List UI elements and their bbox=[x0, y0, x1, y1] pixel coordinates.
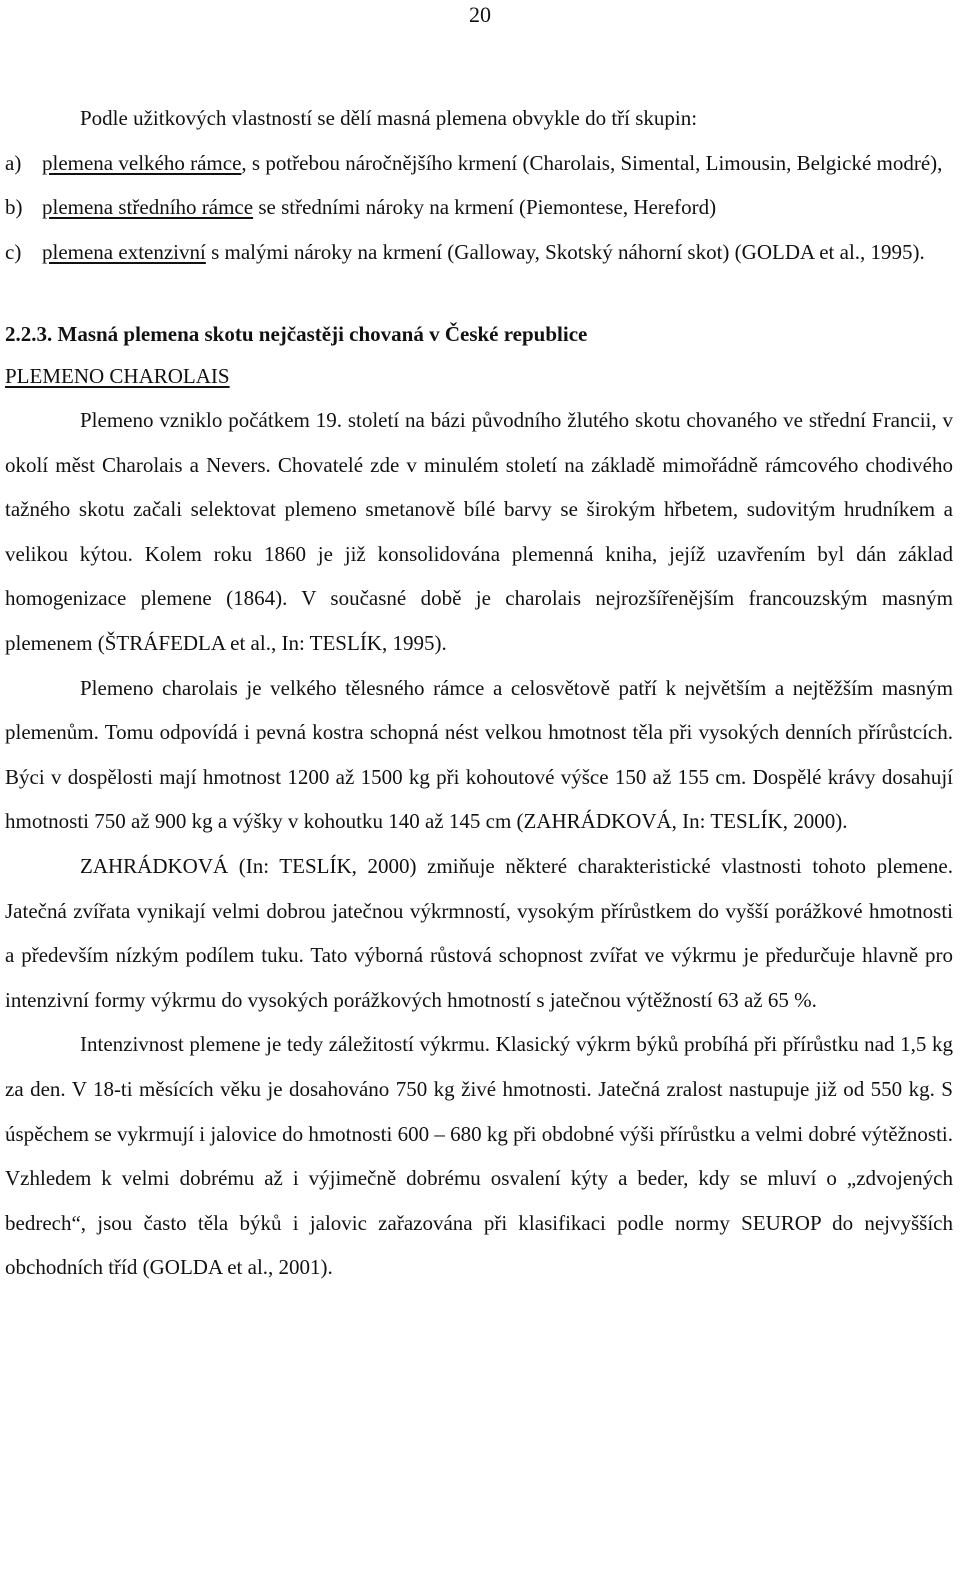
group-description: s malými nároky na krmení (Galloway, Skotský náhorní skot) (GOLDA et al., 1995). bbox=[205, 239, 925, 264]
breed-title-text: PLEMENO CHAROLAIS bbox=[5, 364, 230, 388]
group-name: plemena velkého rámce bbox=[42, 150, 242, 175]
list-marker: a) bbox=[5, 150, 22, 175]
document-body bbox=[5, 96, 953, 1290]
group-name: plemena extenzivní bbox=[42, 239, 206, 264]
paragraph: ZAHRÁDKOVÁ (In: TESLÍK, 2000) zmiňuje některé charakteristické vlastnosti tohoto plemene. Jatečná zvířata vynikají velmi dobrou jatečnou výkrmností, vysokým přírůstkem do vyšší porážkové hmotnosti a především nízkým podílem tuku. Tato výborná růstová schopnost zvířat ve výkrmu je předurčuje hlavně pro intenzivní formy výkrmu do vysokých porážkových hmotností s jatečnou výtěžností 63 až 65 %. bbox=[5, 853, 953, 1012]
page-number: 20 bbox=[469, 2, 491, 27]
list-marker: b) bbox=[5, 195, 23, 219]
list-item-c bbox=[5, 230, 953, 275]
paragraph: Intenzivnost plemene je tedy záležitostí výkrmu. Klasický výkrm býků probíhá při přírůstku nad 1,5 kg za den. V 18-ti měsících věku je dosahováno 750 kg živé hmotnosti. Jatečná zralost nastupuje již od 550 kg. S úspěchem se vykrmují i jalovice do hmotnosti 600 – 680 kg při obdobné výši přírůstku a velmi dobré výtěžnosti. Vzhledem k velmi dobrému až i výjimečně dobrému osvalení kýty a beder, kdy se mluví o „zdvojených bedrech“, jsou často těla býků i jalovic zařazována při klasifikaci podle normy SEUROP do nejvyšších obchodních tříd (GOLDA et al., 2001). bbox=[5, 1032, 953, 1280]
group-description: se středními nároky na krmení (Piemontese, Hereford) bbox=[253, 195, 717, 219]
breed-title bbox=[5, 356, 953, 396]
list-item-a bbox=[5, 141, 953, 186]
section-heading: 2.2.3. Masná plemena skotu nejčastěji chovaná v České republice bbox=[5, 322, 588, 346]
paragraph: Plemeno charolais je velkého tělesného rámce a celosvětově patří k největším a nejtěžším masným plemenům. Tomu odpovídá i pevná kostra schopná nést velkou hmotnost těla při vysokých denních přírůstcích. Býci v dospělosti mají hmotnost 1200 až 1500 kg při kohoutové výšce 150 až 155 cm. Dospělé krávy dosahují hmotnosti 750 až 900 kg a výšky v kohoutku 140 až 145 cm (ZAHRÁDKOVÁ, In: TESLÍK, 2000). bbox=[5, 675, 953, 834]
intro-paragraph: Podle užitkových vlastností se dělí masná plemena obvykle do tří skupin: bbox=[80, 106, 698, 130]
paragraph: Plemeno vzniklo počátkem 19. století na bázi původního žlutého skotu chovaného ve střední Francii, v okolí měst Charolais a Nevers. Chovatelé zde v minulém století na základě mimořádně rámcového chodivého tažného skotu začali selektovat plemeno smetanově bílé barvy se širokým hřbetem, sudovitým hrudníkem a velikou kýtou. Kolem roku 1860 je již konsolidována plemenná kniha, jejíž uzavřením byl dán základ homogenizace plemene (1864). V současné době je charolais nejrozšířenějším francouzským masným plemenem (ŠTRÁFEDLA et al., In: TESLÍK, 1995). bbox=[5, 408, 953, 655]
group-name: plemena středního rámce bbox=[42, 195, 254, 219]
group-description: , s potřebou náročnějšího krmení (Charolais, Simental, Limousin, Belgické modré), bbox=[241, 150, 943, 175]
list-item-b bbox=[5, 185, 953, 230]
list-marker: c) bbox=[5, 239, 22, 264]
